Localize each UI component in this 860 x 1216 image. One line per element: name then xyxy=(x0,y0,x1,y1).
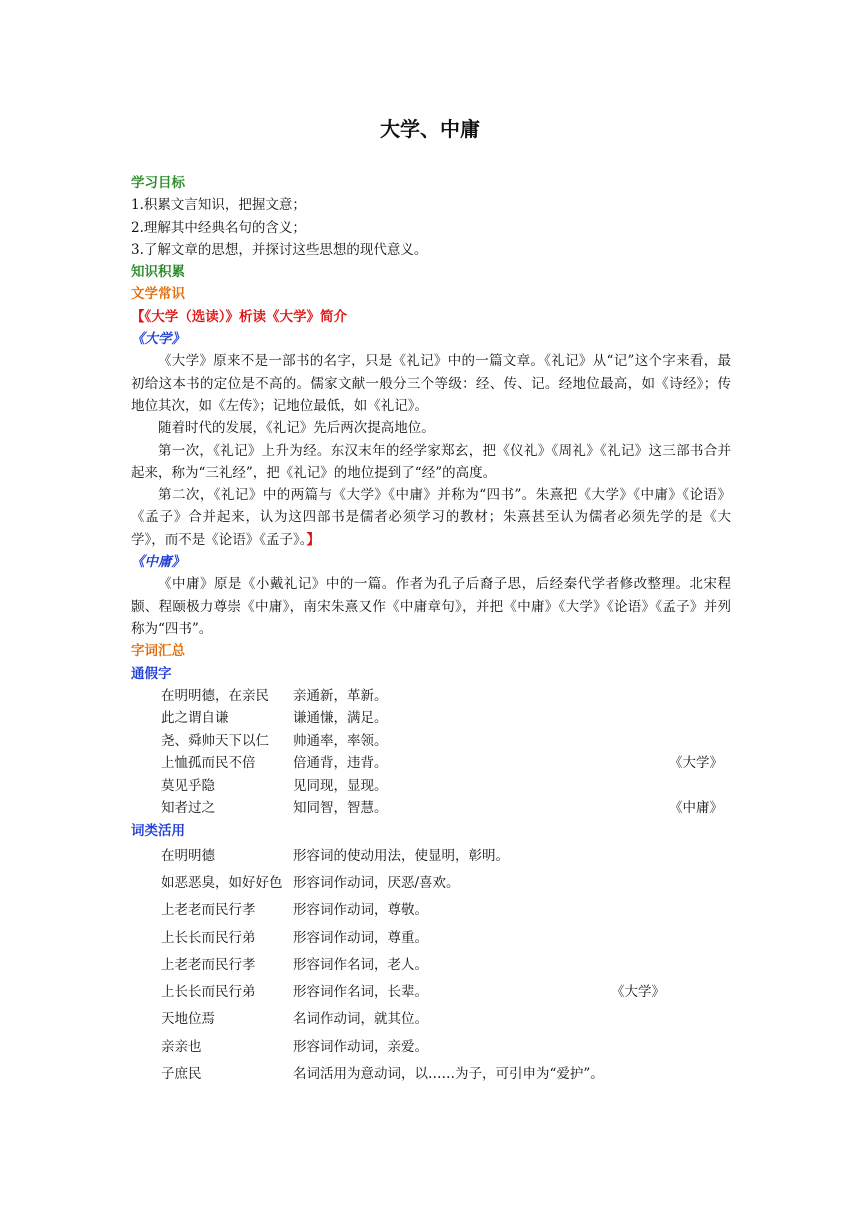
daxue-paragraph: 第一次，《礼记》上升为经。东汉末年的经学家郑玄，把《仪礼》《周礼》《礼记》这三部书合并起来，称为“三礼经”，把《礼记》的地位提到了“经”的高度。 xyxy=(131,442,731,481)
note: 亲通新，革新。 xyxy=(293,687,388,704)
note: 形容词的使动用法，使显明，彰明。 xyxy=(293,847,509,864)
phrase: 上长长而民行弟 xyxy=(161,929,256,946)
phrase: 尧、舜帅天下以仁 xyxy=(161,732,269,749)
tongjia-table xyxy=(131,685,731,820)
daxue-paragraph: 随着时代的发展，《礼记》先后两次提高地位。 xyxy=(158,420,435,437)
phrase: 亲亲也 xyxy=(161,1038,202,1055)
table-row xyxy=(131,1061,731,1088)
source: 《大学》 xyxy=(669,755,723,772)
note: 名词活用为意动词，以……为子，可引申为“爱护”。 xyxy=(293,1066,604,1082)
table-row xyxy=(131,924,731,951)
note: 帅通率，率领。 xyxy=(293,732,388,749)
phrase: 上老老而民行孝 xyxy=(161,902,256,919)
table-row xyxy=(131,707,731,730)
note: 见同现，显现。 xyxy=(293,777,388,794)
section-title: 【《大学（选读）》析读《大学》简介 xyxy=(131,308,347,325)
note: 形容词作动词，厌恶/喜欢。 xyxy=(293,874,460,891)
daxue-heading: 《大学》 xyxy=(131,331,185,348)
literature-heading: 文学常识 xyxy=(131,286,185,303)
daxue-paragraph-text: 第二次，《礼记》中的两篇与《大学》《中庸》并称为“四书”。朱熹把《大学》《中庸》《论语》《孟子》合并起来，认为这四部书是儒者必须学习的教材；朱熹甚至认为儒者必须先学的是《大学》，而不是《论语》《孟子》。 xyxy=(131,487,731,548)
table-row xyxy=(131,869,731,896)
tongjia-heading: 通假字 xyxy=(131,665,172,682)
goal-item: 1.积累文言知识，把握文意； xyxy=(131,197,306,214)
daxue-paragraph: 《大学》原来不是一部书的名字，只是《礼记》中的一篇文章。《礼记》从“记”这个字来看，最初给这本书的定位是不高的。儒家文献一般分三个等级：经、传、记。经地位最高，如《诗经》；传地位其次，如《左传》；记地位最低，如《礼记》。 xyxy=(131,353,731,414)
phrase: 天地位焉 xyxy=(161,1011,215,1028)
note: 形容词作动词，尊敬。 xyxy=(293,902,428,919)
table-row xyxy=(131,842,731,869)
phrase: 知者过之 xyxy=(161,800,215,817)
goals-heading: 学习目标 xyxy=(131,175,185,191)
note: 形容词作名词，长辈。 xyxy=(293,984,428,1001)
phrase: 此之谓自谦 xyxy=(161,710,229,727)
note: 知同智，智慧。 xyxy=(293,800,388,817)
page-title: 大学、中庸 xyxy=(380,117,480,141)
table-row xyxy=(131,775,731,798)
zhongyong-paragraph: 《中庸》原是《小戴礼记》中的一篇。作者为孔子后裔子思，后经秦代学者修改整理。北宋程颢、程颐极力尊崇《中庸》，南宋朱熹又作《中庸章句》，并把《中庸》《大学》《论语》《孟子》并列称为“四书”。 xyxy=(131,576,731,637)
note: 形容词作名词，老人。 xyxy=(293,956,428,973)
note: 名词作动词，就其位。 xyxy=(293,1011,428,1028)
document-body xyxy=(131,172,731,1088)
vocab-heading: 字词汇总 xyxy=(131,643,185,660)
table-row xyxy=(131,979,731,1006)
phrase: 在明明德 xyxy=(161,847,215,864)
phrase: 如恶恶臭，如好好色 xyxy=(161,874,283,891)
phrase: 在明明德，在亲民 xyxy=(161,687,269,704)
note: 形容词作动词，亲爱。 xyxy=(293,1038,428,1055)
goal-item: 3.了解文章的思想，并探讨这些思想的现代意义。 xyxy=(131,241,428,258)
note: 倍通背，违背。 xyxy=(293,755,388,772)
phrase: 上恤孤而民不倍 xyxy=(161,755,256,772)
phrase: 莫见乎隐 xyxy=(161,777,215,794)
phrase: 上长长而民行弟 xyxy=(161,984,256,1001)
source: 《中庸》 xyxy=(669,800,723,817)
note: 谦通慊，满足。 xyxy=(293,710,388,727)
goal-item: 2.理解其中经典名句的含义； xyxy=(131,219,306,236)
close-bracket: 】 xyxy=(306,531,320,548)
table-row xyxy=(131,1033,731,1060)
table-row xyxy=(131,797,731,820)
cilei-heading: 词类活用 xyxy=(131,822,185,839)
table-row xyxy=(131,951,731,978)
phrase: 上老老而民行孝 xyxy=(161,956,256,973)
table-row xyxy=(131,685,731,708)
cilei-table xyxy=(131,842,731,1088)
source: 《大学》 xyxy=(611,984,665,1001)
daxue-paragraph-last xyxy=(131,484,731,551)
table-row xyxy=(131,897,731,924)
table-row xyxy=(131,752,731,775)
phrase: 子庶民 xyxy=(161,1066,202,1082)
note: 形容词作动词，尊重。 xyxy=(293,929,428,946)
knowledge-heading: 知识积累 xyxy=(131,264,185,281)
zhongyong-heading: 《中庸》 xyxy=(131,554,185,571)
table-row xyxy=(131,730,731,753)
table-row xyxy=(131,1006,731,1033)
